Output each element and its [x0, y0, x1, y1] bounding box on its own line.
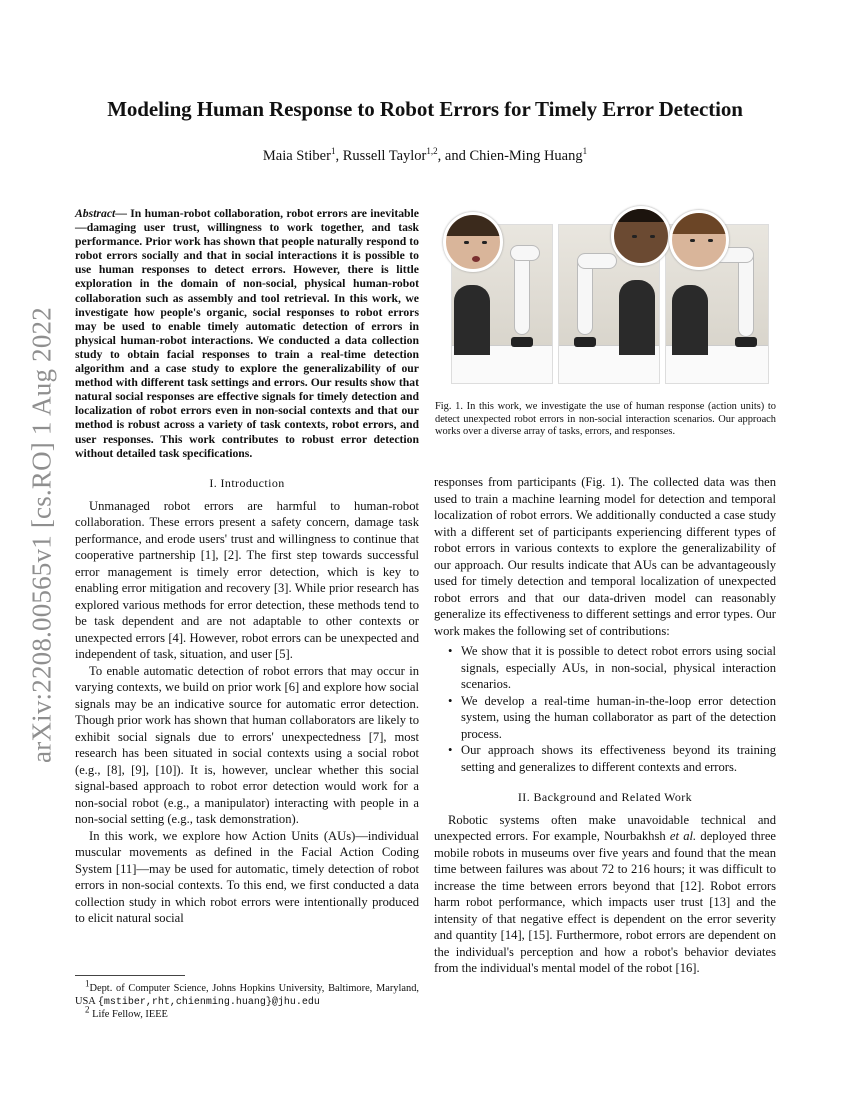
author-affiliation-mark: 1	[582, 146, 588, 157]
arxiv-identifier-text: arXiv:2208.00565v1 [cs.RO] 1 Aug 2022	[26, 307, 57, 763]
paragraph-italic: et al.	[669, 829, 697, 843]
paragraph: To enable automatic detection of robot errors that may occur in varying contexts, we build on prior work [6] and explore how social signals may be an indicative source for automatic error detection. Though prior work has shown that human collaborators are likely to exhibit social signals due to errors' unexpectedness [7], most research has been situated in social contexts using a social robot (e.g., [8], [9], [10]). It is, however, unclear whether this social signal-based approach to robot error detection would work for a non-social robot (e.g., a manipulator) interacting with people in a non-social setting (e.g., task demonstration).	[75, 663, 419, 826]
face-inset-2	[611, 206, 671, 266]
footnote-affiliation	[75, 978, 419, 1009]
footnote-text: Life Fellow, IEEE	[92, 1009, 168, 1020]
author-affiliation-mark: 1,2	[426, 146, 438, 157]
left-column	[75, 475, 419, 927]
list-item: • Our approach shows its effectiveness beyond its training setting and generalizes to different contexts and errors.	[434, 742, 776, 775]
paragraph	[434, 812, 776, 977]
face-inset-1	[443, 212, 503, 272]
paragraph: Unmanaged robot errors are harmful to human-robot collaboration. These errors present a safety concern, damage task performance, and erode users' trust and willingness to continue that cooperative partnership [1], [2]. The first step towards successful error management is timely error detection, which is key to enabling error mitigation and recovery [3]. While prior research has explored various methods for error detection, these methods tend to be task dependent and are not adaptable to other contexts or unexpected errors [4]. However, robot errors can be unexpected and independent of task, situation, and user [5].	[75, 498, 419, 661]
author-name: Maia Stiber	[262, 148, 331, 164]
author-name: Russell Taylor	[342, 148, 427, 164]
list-item: • We develop a real-time human-in-the-loop error detection system, using the human collaborator as part of the detection process.	[434, 693, 776, 743]
abstract-text: — In human-robot collaboration, robot errors are inevitable—damaging user trust, willingness to work together, and task performance. Prior work has shown that people naturally respond to robot errors socially and that in social interactions it is possible to use human responses to detect errors. However, there is little exploration in the domain of non-social, physical human-robot collaboration such as assembly and tool retrieval. In this work, we investigate how people's organic, social responses to robot errors may be used to enable timely automatic detection of errors in physical human-robot interactions. We conducted a data collection study to obtain facial responses to train a real-time detection algorithm and a case study to explore the generalizability of our method with different task settings and errors. Our results show that natural social responses are effective signals for timely detection and localization of robot errors even in non-social contexts and that our method is robust across a variety of task contexts, robot errors, and user responses. This work contributes to robust error detection without detailed task specifications.	[75, 207, 419, 460]
section-heading: I. Introduction	[209, 476, 285, 490]
arxiv-identifier	[22, 290, 62, 780]
right-column	[434, 474, 776, 977]
author-name: and Chien-Ming Huang	[444, 148, 583, 164]
abstract-label: Abstract	[75, 207, 116, 220]
footnote-text: Dept. of Computer Science, Johns Hopkins University, Baltimore, Maryland, USA	[75, 983, 419, 1007]
paper-title: Modeling Human Response to Robot Errors for Timely Error Detection	[107, 97, 743, 121]
paragraph: In this work, we explore how Action Units (AUs)—individual muscular movements as defined in the Facial Action Coding System [11]—may be used for automatic, timely detection of robot errors in non-social contexts. To this end, we first conducted a data collection study in which robot errors were intentionally produced to elicit natural social	[75, 828, 419, 925]
contribution-list	[434, 643, 776, 775]
footnote-mark: 1	[85, 978, 90, 989]
list-item: • We show that it is possible to detect robot errors using social signals, especially AUs, in non-social, physical interaction scenarios.	[434, 643, 776, 693]
face-inset-3	[669, 210, 729, 270]
author-emails: {mstiber,rht,chienming.huang}@jhu.edu	[97, 996, 320, 1008]
footnote-fellow	[75, 1004, 419, 1022]
paragraph: responses from participants (Fig. 1). The collected data was then used to train a machine learning model for detection and temporal localization of robot errors. We additionally conducted a case study with a different set of participants experiencing different types of robot errors in various contexts to explore the generalizability of our approach. Our results indicate that AUs can be advantageously used for timely detection and temporal localization of unexpected robot errors and that our data-driven model can reasonably generalize its effectiveness to different settings and error types. Our work makes the following set of contributions:	[434, 475, 776, 638]
footnote-rule	[75, 975, 185, 976]
paragraph-text: Robotic systems often make unavoidable technical and unexpected errors. For example, Nourbakhsh	[434, 812, 776, 843]
abstract	[75, 207, 419, 461]
footnote-mark: 2	[85, 1004, 90, 1015]
figure-caption: Fig. 1. In this work, we investigate the use of human response (action units) to detect unexpected robot errors in non-social interaction scenarios. Our approach works over a diverse array of tasks, errors, and responses.	[435, 401, 776, 438]
section-heading: II. Background and Related Work	[517, 790, 693, 804]
paragraph-text: deployed three mobile robots in museums over five years and found that the mean time between failures was about 72 to 216 hours; it was difficult to increase the time between errors beyond that [12]. Robot errors harm robot performance, which impacts user trust [13] and the intensity of that negative effect is dependent on the error severity and quantity [14], [15]. Furthermore, robot errors are dependent on the individual's perception and how a robot's behavior deviates from the individual's mental model of the robot [16].	[434, 829, 776, 975]
author-affiliation-mark: 1	[330, 146, 336, 157]
footnotes	[75, 978, 419, 1022]
author-list: Maia Stiber$^1$, Russell Taylor$^{1,2}$, and Chien-Ming Huang$^1$	[262, 146, 588, 164]
figure-1-photos	[451, 212, 771, 387]
